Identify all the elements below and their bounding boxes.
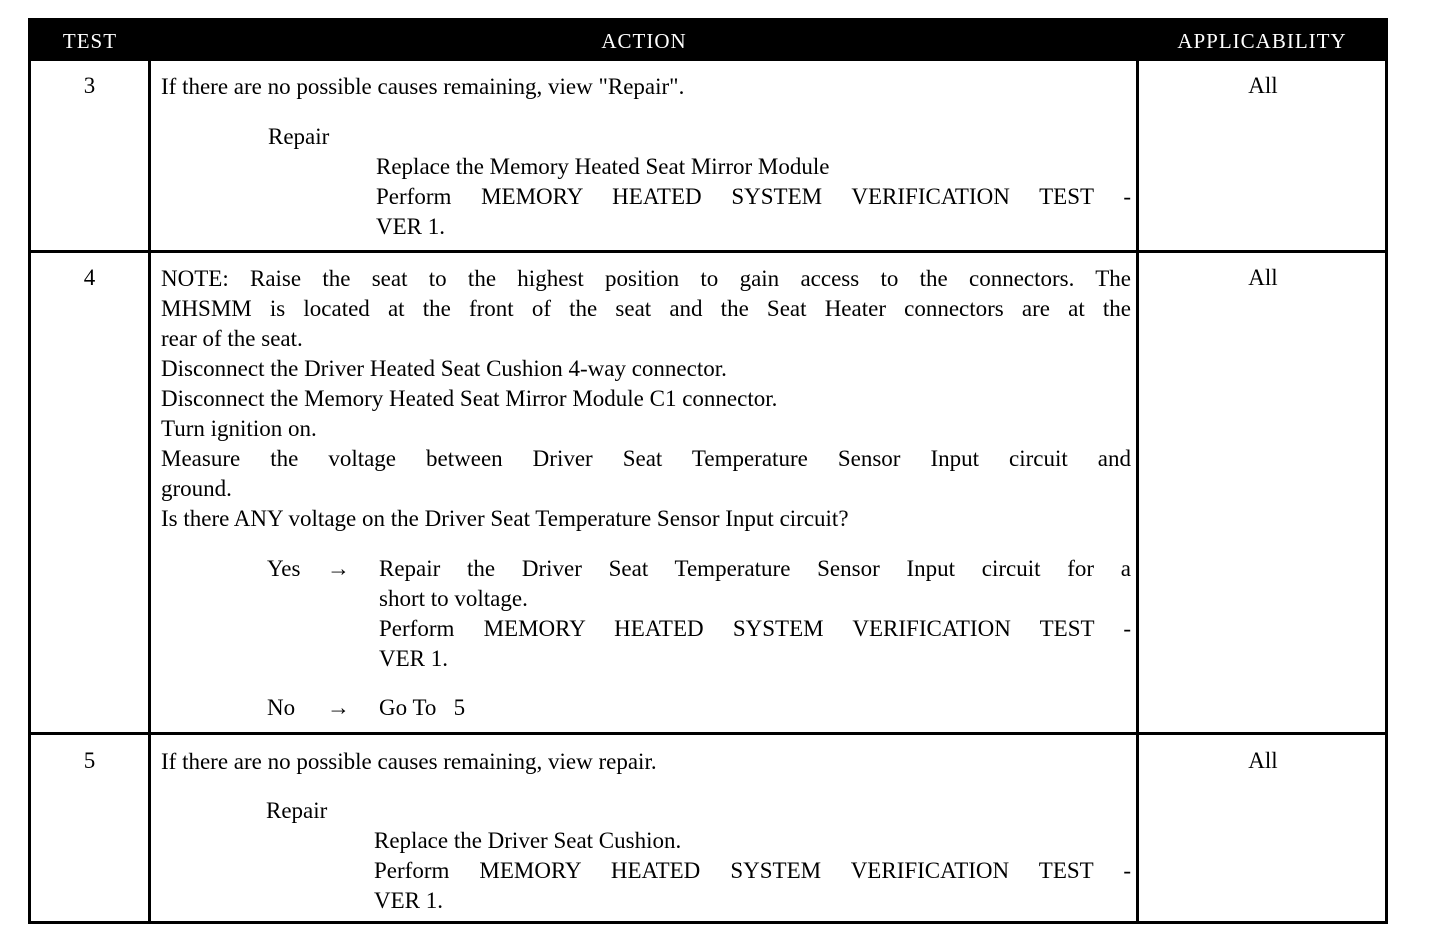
- test-number: 3: [83, 73, 96, 98]
- yes-line: short to voltage.: [379, 586, 528, 611]
- test-number: 5: [83, 748, 96, 773]
- action-line: rear of the seat.: [161, 326, 303, 351]
- yes-line: VER 1.: [379, 646, 448, 671]
- repair-line: Replace the Driver Seat Cushion.: [374, 828, 682, 853]
- action-line: NOTE: Raise the seat to the highest position to gain access to the connectors. The: [161, 266, 1131, 291]
- row-divider: [31, 732, 1385, 735]
- action-line: Measure the voltage between Driver Seat Temperature Sensor Input circuit and: [161, 446, 1131, 471]
- repair-label: Repair: [268, 124, 330, 149]
- action-question: Is there ANY voltage on the Driver Seat Temperature Sensor Input circuit?: [161, 506, 849, 531]
- repair-line: VER 1.: [376, 214, 445, 239]
- yes-line: Perform MEMORY HEATED SYSTEM VERIFICATION TEST -: [379, 616, 1131, 641]
- action-line: Turn ignition on.: [161, 416, 317, 441]
- yes-line: Repair the Driver Seat Temperature Sensor Input circuit for a: [379, 556, 1131, 581]
- repair-line: Replace the Memory Heated Seat Mirror Module: [376, 154, 830, 179]
- table-header: [31, 21, 1385, 61]
- column-divider: [148, 61, 151, 921]
- header-test: TEST: [62, 29, 118, 53]
- applicability-value: All: [1248, 748, 1278, 773]
- applicability-value: All: [1248, 73, 1278, 98]
- yes-label: Yes: [267, 556, 301, 581]
- header-action: ACTION: [601, 29, 687, 53]
- arrow-icon: →: [327, 556, 350, 581]
- action-intro: If there are no possible causes remaining, view repair.: [161, 749, 657, 774]
- column-divider: [1136, 61, 1139, 921]
- diagnostic-test-table: [28, 18, 1388, 924]
- arrow-icon: →: [327, 695, 350, 720]
- row-divider: [31, 250, 1385, 253]
- action-intro: If there are no possible causes remaining, view "Repair".: [161, 74, 685, 99]
- no-goto: Go To 5: [379, 695, 466, 720]
- action-line: Disconnect the Memory Heated Seat Mirror Module C1 connector.: [161, 386, 778, 411]
- repair-line: VER 1.: [374, 888, 443, 913]
- applicability-value: All: [1248, 265, 1278, 290]
- repair-line: Perform MEMORY HEATED SYSTEM VERIFICATION TEST -: [376, 184, 1131, 209]
- no-label: No: [267, 695, 296, 720]
- action-line: Disconnect the Driver Heated Seat Cushion 4-way connector.: [161, 356, 727, 381]
- action-line: ground.: [161, 476, 232, 501]
- repair-line: Perform MEMORY HEATED SYSTEM VERIFICATION TEST -: [374, 858, 1131, 883]
- repair-label: Repair: [266, 798, 328, 823]
- action-line: MHSMM is located at the front of the seat and the Seat Heater connectors are at the: [161, 296, 1131, 321]
- header-applicability: APPLICABILITY: [1177, 29, 1347, 53]
- test-number: 4: [83, 265, 96, 290]
